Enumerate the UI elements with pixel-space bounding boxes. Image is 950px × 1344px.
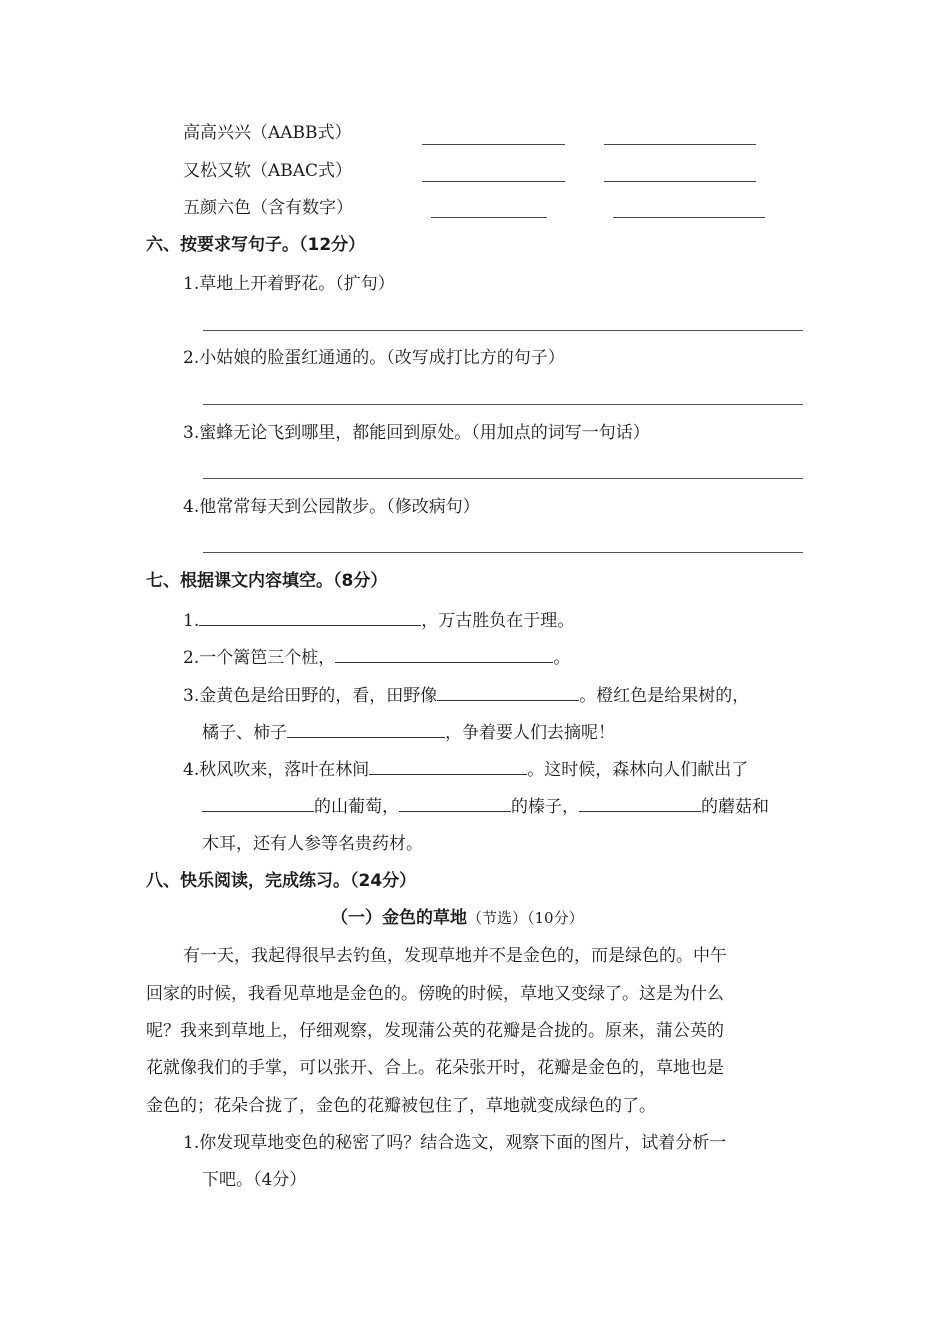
passage-heading (331, 907, 584, 929)
fill-blank[interactable] (579, 795, 701, 812)
answer-line[interactable] (203, 330, 803, 331)
passage-line: 回家的时候，我看见草地是金色的。傍晚的时候，草地又变绿了。这是为什么 (146, 984, 724, 1004)
text: 4.秋风吹来，落叶在林间 (183, 760, 370, 780)
text: ，争着要人们去摘呢！ (445, 723, 615, 743)
fill-7-4c: 木耳，还有人参等名贵药材。 (202, 834, 423, 854)
answer-blank[interactable] (604, 181, 756, 182)
passage-note: （节选）（10分） (467, 909, 584, 927)
section-title-7: 七、根据课文内容填空。（8分） (146, 571, 388, 591)
fill-blank[interactable] (399, 795, 511, 812)
text: 3.金黄色是给田野的，看，田野像 (183, 686, 438, 706)
fill-blank[interactable] (437, 684, 579, 701)
text: ，万古胜负在于理。 (421, 611, 575, 631)
text: 的榛子， (511, 797, 579, 817)
word-row-1: 高高兴兴（AABB式） (183, 123, 352, 143)
answer-blank[interactable] (422, 144, 565, 145)
fill-7-3b (202, 721, 615, 744)
answer-blank[interactable] (431, 217, 547, 218)
answer-blank[interactable] (422, 181, 565, 182)
passage-line: 金色的；花朵合拢了，金色的花瓣被包住了，草地就变成绿色的了。 (146, 1096, 656, 1116)
fill-7-3a (183, 684, 749, 707)
fill-7-4a (183, 758, 748, 781)
section-title-6: 六、按要求写句子。（12分） (146, 235, 366, 255)
text: 。橙红色是给果树的， (579, 686, 750, 706)
fill-7-2 (183, 646, 570, 669)
passage-title: （一）金色的草地 (331, 908, 467, 928)
fill-blank[interactable] (287, 721, 445, 738)
fill-blank[interactable] (335, 646, 553, 663)
fill-7-1 (183, 609, 574, 632)
answer-line[interactable] (203, 478, 803, 479)
question-6-1: 1.草地上开着野花。（扩句） (183, 274, 395, 294)
passage-line: 呢？我来到草地上，仔细观察，发现蒲公英的花瓣是合拢的。原来，蒲公英的 (146, 1021, 724, 1041)
text: 。 (553, 648, 571, 668)
text: 。这时候，森林向人们献出了 (527, 760, 749, 780)
answer-blank[interactable] (604, 144, 756, 145)
fill-blank[interactable] (369, 758, 527, 775)
text: 2.一个篱笆三个桩， (183, 648, 336, 668)
question-6-2: 2.小姑娘的脸蛋红通通的。（改写成打比方的句子） (183, 348, 565, 368)
answer-line[interactable] (203, 552, 803, 553)
text: 的山葡萄， (314, 797, 399, 817)
section-title-8: 八、快乐阅读，完成练习。（24分） (146, 871, 417, 891)
answer-blank[interactable] (613, 217, 765, 218)
word-row-3: 五颜六色（含有数字） (183, 198, 353, 218)
fill-7-4b (202, 795, 769, 818)
passage-line: 有一天，我起得很早去钓鱼，发现草地并不是金色的，而是绿色的。中午 (183, 946, 727, 966)
question-6-3: 3.蜜蜂无论飞到哪里，都能回到原处。（用加点的词写一句话） (183, 423, 650, 443)
answer-line[interactable] (203, 404, 803, 405)
text: 橘子、柿子 (202, 723, 287, 743)
fill-blank[interactable] (202, 795, 314, 812)
text: 的蘑菇和 (701, 797, 769, 817)
passage-line: 花就像我们的手掌，可以张开、合上。花朵张开时，花瓣是金色的，草地也是 (146, 1058, 724, 1078)
question-6-4: 4.他常常每天到公园散步。（修改病句） (183, 497, 480, 517)
word-row-2: 又松又软（ABAC式） (183, 161, 353, 181)
fill-blank[interactable] (199, 609, 421, 626)
text: 1. (183, 611, 200, 631)
question-8-1: 1.你发现草地变色的秘密了吗？结合选文，观察下面的图片，试着分析一 (183, 1133, 727, 1153)
question-8-1-cont: 下吧。（4分） (202, 1170, 307, 1190)
